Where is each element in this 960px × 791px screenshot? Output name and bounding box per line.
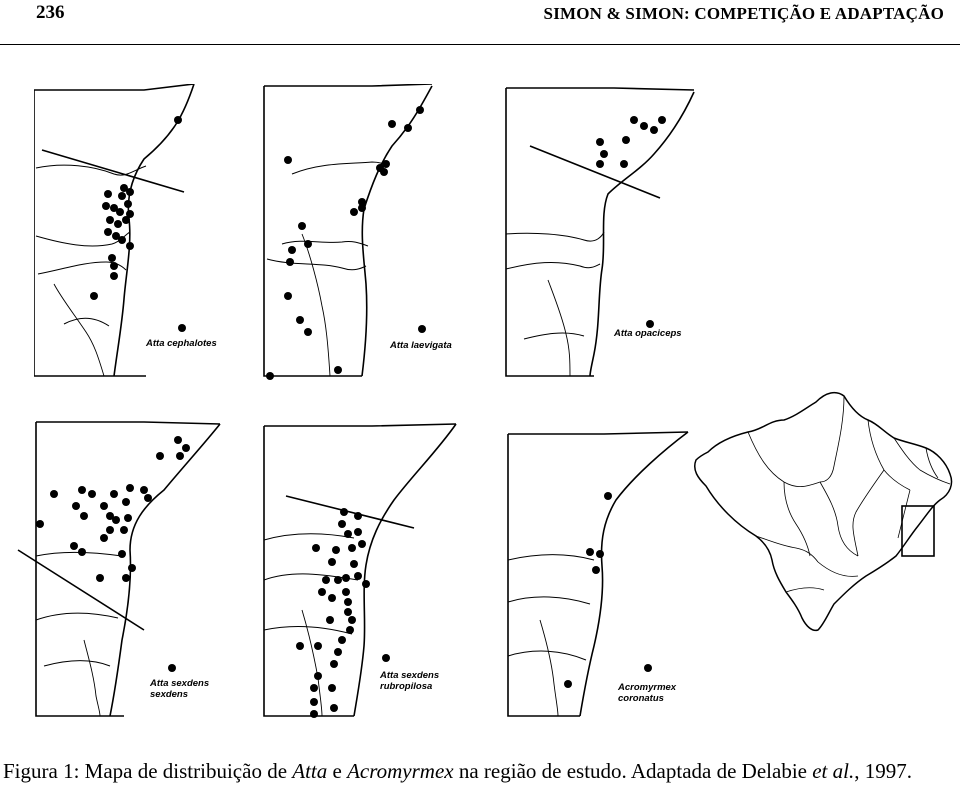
running-head: SIMON & SIMON: COMPETIÇÃO E ADAPTAÇÃO: [543, 4, 944, 23]
map-acromyrmex-coronatus: [504, 420, 704, 720]
occurrence-dots: [90, 116, 186, 332]
species-label: Acromyrmex: [618, 682, 677, 693]
map-atta-sexdens-sexdens: [14, 420, 234, 720]
species-label: coronatus: [618, 693, 664, 704]
brazil-border: [695, 393, 952, 631]
river: [292, 162, 388, 174]
figure-caption: [3, 759, 953, 784]
map-panel-atta-laevigata: [262, 84, 462, 382]
map-panel-atta-sexdens-sexdens: [14, 420, 234, 720]
river: [44, 661, 110, 666]
river: [524, 333, 584, 339]
caption-genus-atta: Atta: [292, 759, 328, 783]
range-line: [530, 146, 660, 198]
range-line: [42, 150, 184, 192]
caption-et-al: et al.: [812, 759, 855, 783]
caption-text: , 1997.: [854, 759, 912, 783]
panel-frame: [508, 432, 688, 716]
river: [506, 262, 600, 269]
range-line: [286, 496, 414, 528]
species-label: Atta sexdens: [380, 670, 440, 681]
species-label: Atta laevigata: [390, 340, 452, 351]
river: [264, 534, 354, 540]
map-panel-acromyrmex-coronatus: [504, 420, 704, 720]
occurrence-dots: [596, 116, 666, 328]
page-number: 236: [36, 2, 65, 23]
map-atta-opaciceps: [504, 84, 704, 382]
border: [84, 640, 100, 716]
border: [540, 620, 558, 716]
map-atta-sexdens-rubropilosa: [262, 420, 462, 720]
coastline: [114, 84, 194, 376]
map-atta-cephalotes: [34, 84, 234, 382]
species-label: Atta sexdens: [150, 678, 210, 689]
occurrence-dots: [36, 436, 190, 672]
map-panel-atta-sexdens-rubropilosa: [262, 420, 462, 720]
river: [36, 613, 118, 620]
river: [508, 597, 590, 604]
figure: [0, 80, 960, 720]
species-label: Atta opaciceps: [614, 328, 682, 339]
state-borders: [748, 396, 950, 592]
study-region-box: [902, 506, 934, 556]
river: [64, 318, 109, 326]
map-panel-atta-cephalotes: [34, 84, 234, 382]
occurrence-dots: [266, 106, 426, 380]
river: [508, 651, 586, 660]
caption-genus-acromyrmex: Acromyrmex: [347, 759, 454, 783]
caption-text: na região de estudo. Adaptada de Delabie: [453, 759, 813, 783]
map-panel-atta-opaciceps: [504, 84, 704, 382]
page-header: [0, 0, 960, 40]
species-label: rubropilosa: [380, 681, 433, 692]
coastline: [110, 424, 220, 716]
border: [302, 234, 330, 376]
occurrence-dots: [564, 492, 652, 688]
species-label: sexdens: [150, 689, 189, 700]
species-label: Atta cephalotes: [146, 338, 217, 349]
river: [282, 241, 368, 246]
panel-frame: [34, 84, 194, 376]
border: [548, 280, 570, 376]
brazil-inset-map: [688, 386, 958, 638]
coastline: [580, 432, 688, 716]
occurrence-dots: [296, 508, 390, 718]
range-line: [18, 550, 144, 630]
header-rule: [0, 44, 960, 45]
river: [508, 555, 594, 560]
caption-text: e: [327, 759, 348, 783]
panel-frame: [36, 422, 220, 716]
river: [506, 232, 604, 241]
river: [36, 165, 146, 175]
river: [267, 259, 366, 270]
caption-text: Figura 1: Mapa de distribuição de: [3, 759, 293, 783]
brazil-outline: [688, 386, 958, 638]
map-atta-laevigata: [262, 84, 462, 382]
